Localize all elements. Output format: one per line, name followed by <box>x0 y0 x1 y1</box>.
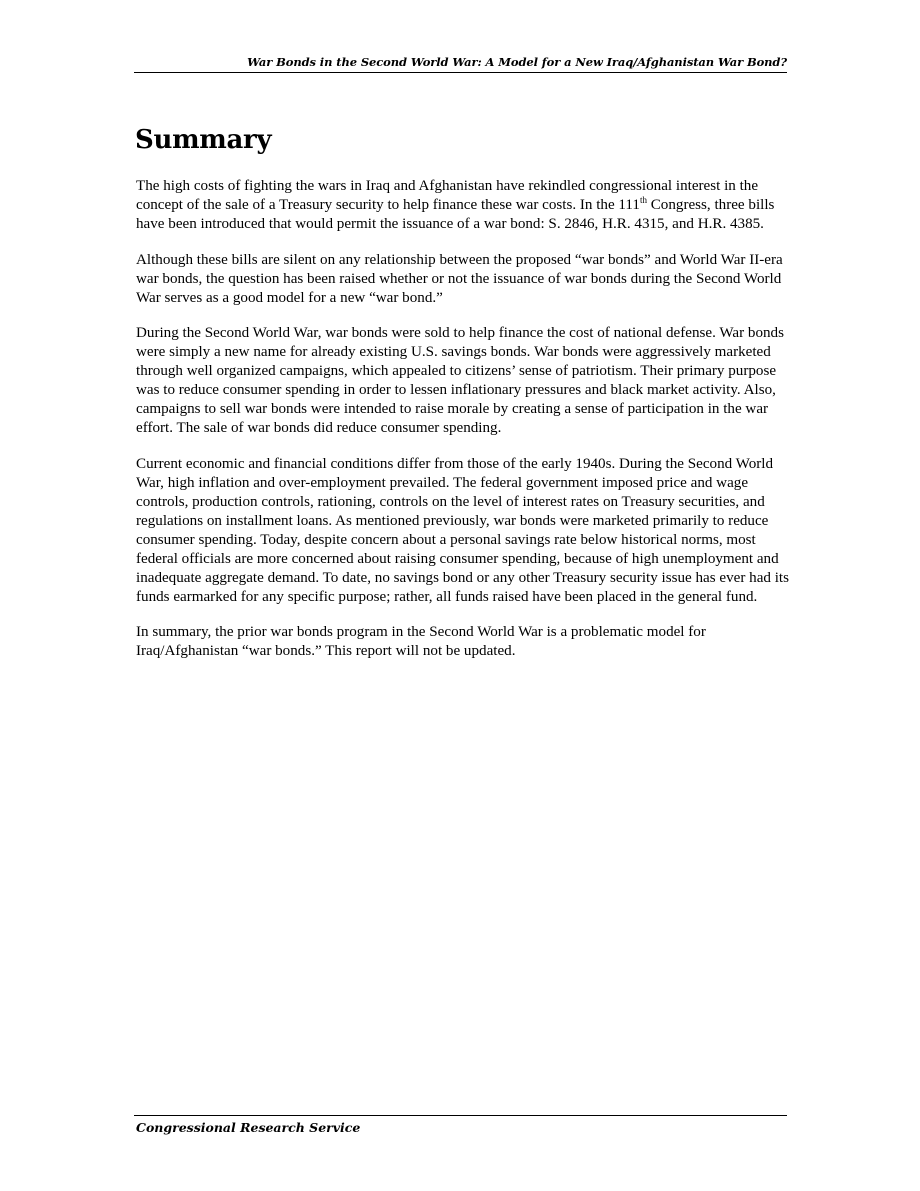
header-divider <box>134 72 787 73</box>
ordinal-superscript: th <box>639 195 647 205</box>
summary-paragraph-2: Although these bills are silent on any relationship between the proposed “war bonds” and World War II-era war bonds, the question has been raised whether or not the issuance of war bonds during the Second World War serves as a good model for a new “war bond.” <box>136 251 783 306</box>
summary-paragraph-3: During the Second World War, war bonds were sold to help finance the cost of national defense. War bonds were simply a new name for already existing U.S. savings bonds. War bonds were aggressively marketed through well organized campaigns, which appealed to citizens’ sense of patriotism. Their primary purpose was to reduce consumer spending in order to lessen inflationary pressures and black market activity. Also, campaigns to sell war bonds were intended to raise morale by creating a sense of participation in the war effort. The sale of war bonds did reduce consumer spending. <box>136 325 784 436</box>
summary-paragraph-1 <box>136 177 791 234</box>
summary-paragraph-1-text-b: Congress, three bills have been introduced that would permit the issuance of a war bond: S. 2846, H.R. 4315, and H.R. 4385. <box>136 197 775 232</box>
summary-paragraph-5: In summary, the prior war bonds program in the Second World War is a problematic model for Iraq/Afghanistan “war bonds.” This report will not be updated. <box>136 624 706 659</box>
footer-organization: Congressional Research Service <box>136 1120 361 1135</box>
running-header-title: War Bonds in the Second World War: A Model for a New Iraq/Afghanistan War Bond? <box>247 55 787 69</box>
summary-paragraph-4: Current economic and financial conditions differ from those of the early 1940s. During the Second World War, high inflation and over-employment prevailed. The federal government imposed price and wage controls, production controls, rationing, controls on the level of interest rates on Treasury securities, and regulations on installment loans. As mentioned previously, war bonds were marketed primarily to reduce consumer spending. Today, despite concern about a personal savings rate below historical norms, most federal officials are more concerned about raising consumer spending, because of high unemployment and inadequate aggregate demand. To date, no savings bond or any other Treasury security issue has ever had its funds earmarked for any specific purpose; rather, all funds raised have been placed in the general fund. <box>136 455 789 605</box>
footer-divider <box>134 1115 787 1116</box>
page-title: Summary <box>135 125 272 155</box>
summary-paragraph-1-text-a: The high costs of fighting the wars in Iraq and Afghanistan have rekindled congressional interest in the concept of the sale of a Treasury security to help finance these war costs. In the 111 <box>136 178 759 213</box>
summary-body <box>136 177 791 678</box>
